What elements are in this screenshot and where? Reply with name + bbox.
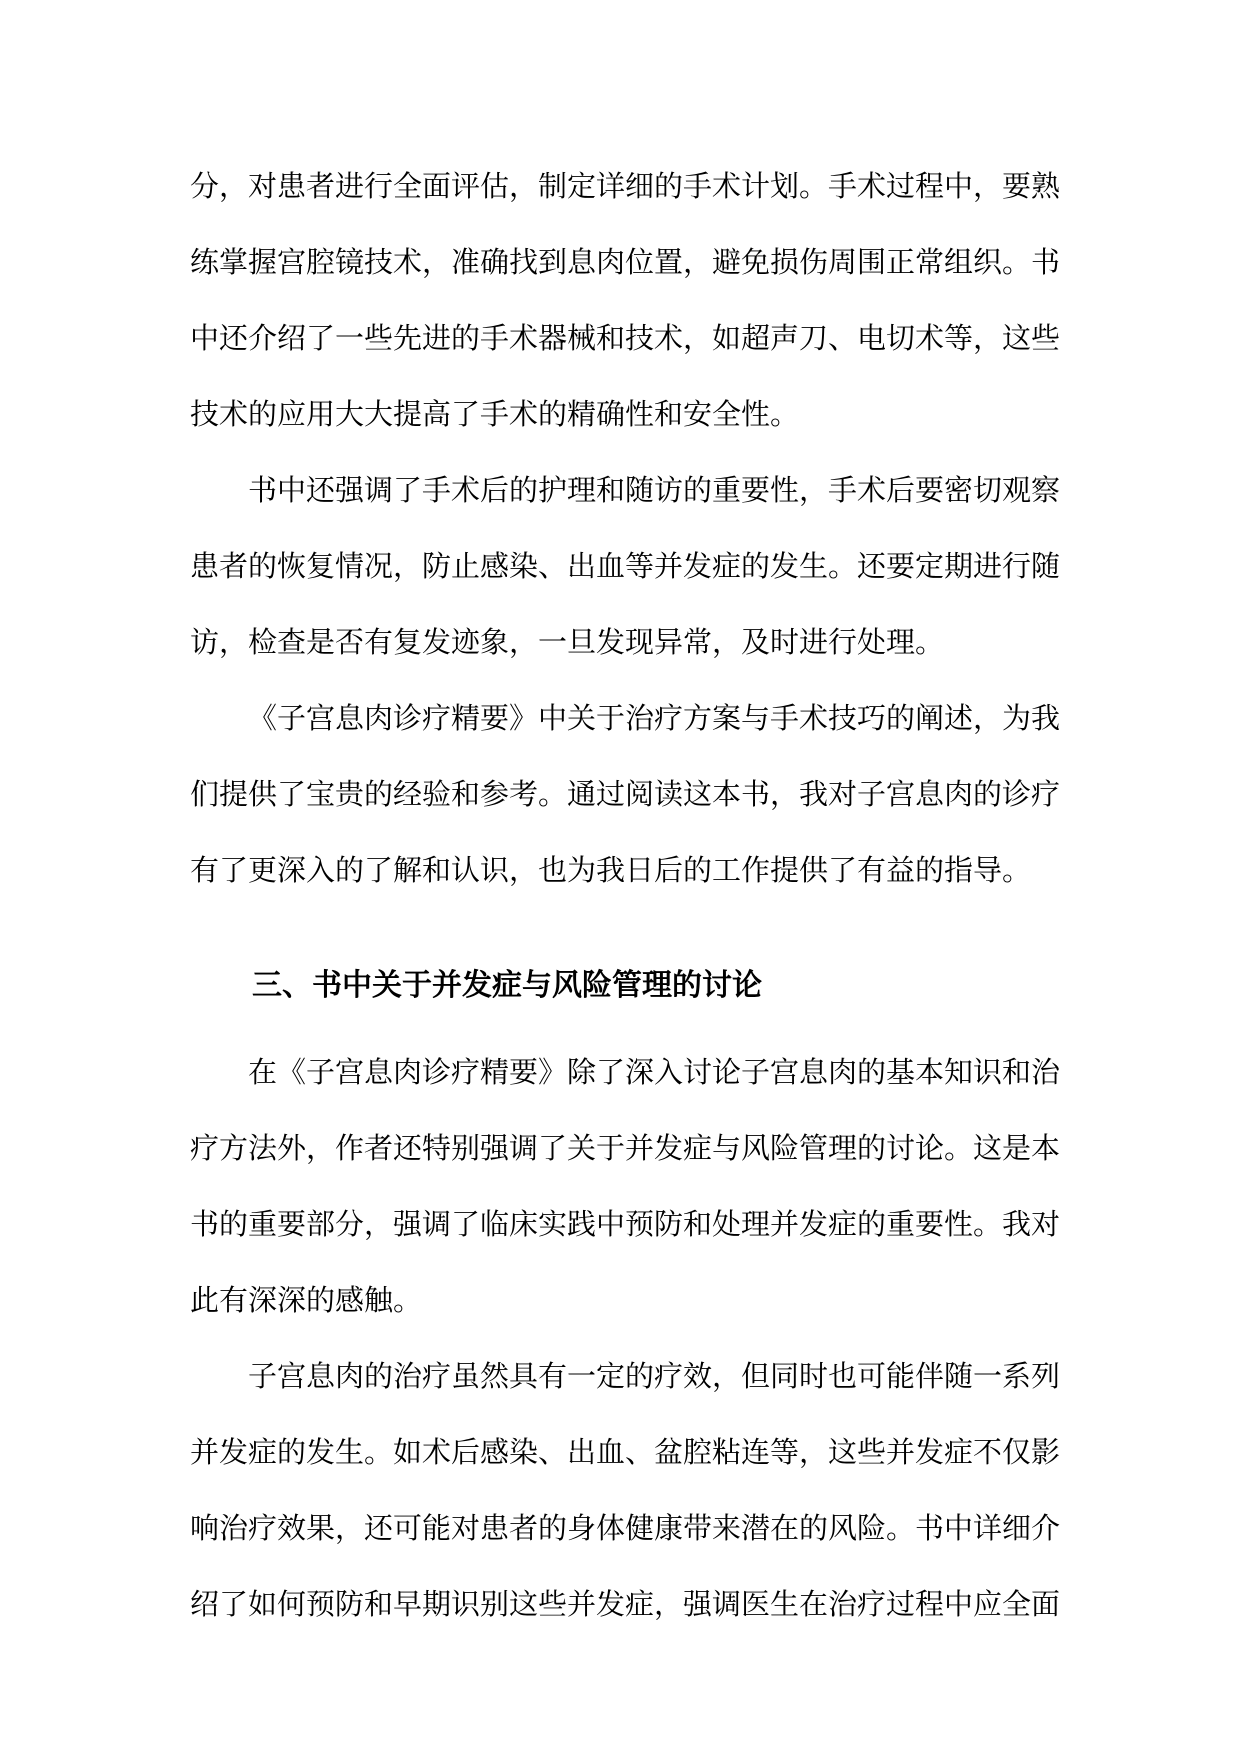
paragraph: 子宫息肉的治疗虽然具有一定的疗效，但同时也可能伴随一系列并发症的发生。如术后感染、出血、盆腔粘连等，这些并发症不仅影响治疗效果，还可能对患者的身体健康带来潜在的风险。书中详细介绍了如何预防和早期识别这些并发症，强调医生在治疗过程中应全面	[190, 1359, 1061, 1621]
paragraph: 《子宫息肉诊疗精要》中关于治疗方案与手术技巧的阐述，为我们提供了宝贵的经验和参考。通过阅读这本书，我对子宫息肉的诊疗有了更深入的了解和认识，也为我日后的工作提供了有益的指导。	[190, 701, 1061, 887]
paragraph: 书中还强调了手术后的护理和随访的重要性，手术后要密切观察患者的恢复情况，防止感染、出血等并发症的发生。还要定期进行随访，检查是否有复发迹象，一旦发现异常，及时进行处理。	[190, 473, 1061, 659]
document-body	[190, 148, 1060, 1642]
paragraph: 分，对患者进行全面评估，制定详细的手术计划。手术过程中，要熟练掌握宫腔镜技术，准确找到息肉位置，避免损伤周围正常组织。书中还介绍了一些先进的手术器械和技术，如超声刀、电切术等，这些技术的应用大大提高了手术的精确性和安全性。	[190, 169, 1061, 431]
section-heading: 三、书中关于并发症与风险管理的讨论	[252, 968, 762, 1003]
paragraph: 在《子宫息肉诊疗精要》除了深入讨论子宫息肉的基本知识和治疗方法外，作者还特别强调了关于并发症与风险管理的讨论。这是本书的重要部分，强调了临床实践中预防和处理并发症的重要性。我对此有深深的感触。	[190, 1055, 1061, 1317]
